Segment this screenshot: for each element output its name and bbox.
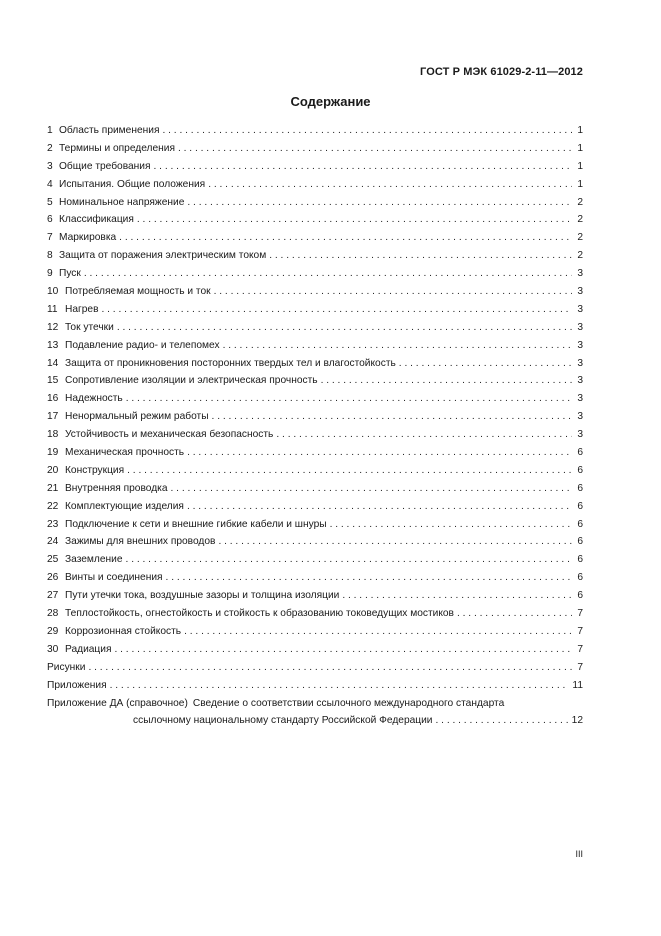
- toc-entry[interactable]: [47, 283, 583, 301]
- dot-leader: [126, 551, 572, 569]
- dot-leader: [88, 659, 572, 677]
- toc-entry-number: 30: [47, 643, 59, 655]
- toc-entry-page: 1: [577, 160, 583, 172]
- toc-entry-number: 24: [47, 536, 59, 548]
- dot-leader: [114, 641, 572, 659]
- toc-entry-title: Механическая прочность: [65, 447, 185, 459]
- toc-entry-number: 5: [47, 196, 53, 208]
- toc-entry-number: 27: [47, 590, 59, 602]
- dot-leader: [101, 301, 572, 319]
- dot-leader: [126, 390, 572, 408]
- toc-entry-page: 1: [577, 125, 583, 136]
- toc-entry-number: 11: [47, 303, 58, 315]
- toc-entry-title: Конструкция: [65, 464, 125, 476]
- dot-leader: [171, 480, 572, 498]
- toc-entry-page: 12: [571, 715, 583, 727]
- toc-entry-number: 21: [47, 482, 59, 494]
- toc-entry-title: Номинальное напряжение: [59, 196, 185, 208]
- toc-entry-number: 3: [47, 160, 53, 172]
- toc-entry[interactable]: [47, 337, 583, 355]
- toc-entry[interactable]: [47, 641, 583, 659]
- dot-leader: [457, 605, 572, 623]
- dot-leader: [166, 569, 572, 587]
- toc-entry[interactable]: [47, 176, 583, 194]
- toc-entry-page: 1: [577, 178, 583, 190]
- toc-entry[interactable]: [47, 480, 583, 498]
- toc-entry-title: Винты и соединения: [65, 572, 163, 584]
- dot-leader: [84, 265, 572, 283]
- table-of-contents: [47, 122, 583, 730]
- toc-annex-da-row2[interactable]: [47, 712, 583, 730]
- toc-entry-page: 6: [577, 536, 583, 548]
- toc-entry-number: 16: [47, 393, 59, 405]
- toc-entry[interactable]: [47, 319, 583, 337]
- toc-entry-number: 15: [47, 375, 59, 387]
- toc-entry-page: 3: [577, 339, 583, 351]
- toc-entry-title: Общие требования: [59, 160, 151, 172]
- toc-entry-number: 19: [47, 447, 59, 459]
- toc-entry[interactable]: [47, 444, 583, 462]
- toc-entry-page: 6: [577, 518, 583, 530]
- toc-entry-title: Нагрев: [65, 303, 99, 315]
- toc-entry-number: 26: [47, 572, 59, 584]
- toc-entry[interactable]: [47, 122, 583, 140]
- toc-annex-da-row[interactable]: [47, 695, 583, 713]
- toc-entry[interactable]: [47, 569, 583, 587]
- toc-entry-title: Маркировка: [59, 232, 117, 244]
- toc-entry-page: 6: [577, 554, 583, 566]
- toc-entry[interactable]: [47, 211, 583, 229]
- toc-entry-number: 20: [47, 464, 59, 476]
- toc-entry-title: Защита от проникновения посторонних твердых тел и влагостойкость: [65, 357, 396, 369]
- toc-entry[interactable]: [47, 498, 583, 516]
- toc-entry-page: 3: [577, 321, 583, 333]
- dot-leader: [184, 623, 572, 641]
- toc-entry[interactable]: [47, 229, 583, 247]
- toc-entry-number: 6: [47, 214, 53, 226]
- toc-entry-title: Рисунки: [47, 661, 86, 673]
- dot-leader: [187, 444, 572, 462]
- toc-entry-title: Подключение к сети и внешние гибкие кабели и шнуры: [65, 518, 327, 530]
- toc-entry-title: Приложения: [47, 679, 107, 691]
- dot-leader: [214, 283, 572, 301]
- toc-entry-number: 2: [47, 142, 53, 154]
- toc-entry[interactable]: [47, 140, 583, 158]
- dot-leader: [208, 176, 572, 194]
- toc-entry-page: 6: [577, 482, 583, 494]
- dot-leader: [178, 140, 572, 158]
- toc-entry-page: 1: [577, 142, 583, 154]
- toc-entry-title: Ненормальный режим работы: [65, 411, 209, 423]
- toc-entry-title: Устойчивость и механическая безопасность: [65, 429, 274, 441]
- toc-entry-page: 6: [577, 572, 583, 584]
- dot-leader: [119, 229, 572, 247]
- toc-entry[interactable]: [47, 372, 583, 390]
- annex-da-title-line2: ссылочному национальному стандарту Российской Федерации: [133, 715, 433, 727]
- dot-leader: [117, 319, 572, 337]
- toc-entry-title: Радиация: [65, 643, 112, 655]
- toc-entry-title: Надежность: [65, 393, 123, 405]
- toc-entry-number: 7: [47, 232, 53, 244]
- dot-leader: [330, 516, 572, 534]
- toc-entry-page: 2: [577, 196, 583, 208]
- document-code: ГОСТ Р МЭК 61029-2-11—2012: [420, 66, 583, 78]
- toc-entry[interactable]: [47, 301, 583, 319]
- toc-entry[interactable]: [47, 516, 583, 534]
- toc-entry-title: Подавление радио- и телепомех: [65, 339, 220, 351]
- toc-entry-title: Зажимы для внешних проводов: [65, 536, 216, 548]
- toc-entry-number: 22: [47, 500, 59, 512]
- toc-entry-title: Пути утечки тока, воздушные зазоры и толщина изоляции: [65, 590, 340, 602]
- toc-entry-title: Ток утечки: [65, 321, 114, 333]
- toc-entry[interactable]: [47, 587, 583, 605]
- toc-entry[interactable]: [47, 408, 583, 426]
- page-number: III: [575, 849, 583, 859]
- toc-entry[interactable]: [47, 247, 583, 265]
- toc-entry-page: 3: [577, 268, 583, 280]
- toc-entry-title: Комплектующие изделия: [65, 500, 184, 512]
- toc-entry-number: 4: [47, 178, 53, 190]
- toc-entry-page: 3: [577, 411, 583, 423]
- dot-leader: [212, 408, 572, 426]
- annex-da-title-line1: Сведение о соответствии ссылочного международного стандарта: [192, 697, 505, 709]
- toc-entry-title: Теплостойкость, огнестойкость и стойкость к образованию токоведущих мостиков: [65, 608, 454, 620]
- toc-entry-number: 12: [47, 321, 59, 333]
- dot-leader: [162, 122, 572, 140]
- toc-items: [47, 122, 583, 659]
- dot-leader: [187, 498, 572, 516]
- toc-entry[interactable]: [47, 462, 583, 480]
- dot-leader: [269, 247, 572, 265]
- toc-entry-number: 23: [47, 518, 59, 530]
- dot-leader: [399, 355, 572, 373]
- toc-entry-title: Пуск: [59, 268, 81, 280]
- toc-entry-page: 7: [577, 625, 583, 637]
- toc-figures-row[interactable]: [47, 659, 583, 677]
- toc-entry-page: 6: [577, 447, 583, 459]
- dot-leader: [218, 533, 572, 551]
- toc-entry[interactable]: [47, 265, 583, 283]
- toc-entry[interactable]: [47, 390, 583, 408]
- dot-leader: [276, 426, 572, 444]
- toc-entry[interactable]: [47, 551, 583, 569]
- dot-leader: [321, 372, 572, 390]
- toc-entry-number: 28: [47, 608, 59, 620]
- dot-leader: [154, 158, 572, 176]
- toc-entry-number: 13: [47, 339, 59, 351]
- toc-entry-title: Испытания. Общие положения: [59, 178, 206, 190]
- annex-da-label: Приложение ДА (справочное): [47, 697, 188, 709]
- toc-entry-page: 7: [577, 608, 583, 620]
- toc-entry-title: Внутренняя проводка: [65, 482, 168, 494]
- toc-entry-page: 2: [577, 250, 583, 262]
- toc-title: Содержание: [290, 94, 371, 109]
- toc-entry-title: Потребляемая мощность и ток: [65, 286, 211, 298]
- toc-entry-title: Коррозионная стойкость: [65, 625, 182, 637]
- toc-entry-title: Классификация: [59, 214, 134, 226]
- toc-entry-page: 3: [577, 286, 583, 298]
- toc-entry-page: 7: [577, 643, 583, 655]
- toc-entry-number: 25: [47, 554, 59, 566]
- toc-entry-number: 18: [47, 429, 59, 441]
- toc-entry-page: 2: [577, 214, 583, 226]
- toc-entry-number: 14: [47, 357, 59, 369]
- toc-entry[interactable]: [47, 355, 583, 373]
- toc-entry-page: 6: [577, 464, 583, 476]
- dot-leader: [110, 677, 570, 695]
- dot-leader: [223, 337, 572, 355]
- toc-entry-page: 7: [577, 661, 583, 673]
- toc-entry[interactable]: [47, 623, 583, 641]
- toc-entry-page: 3: [577, 375, 583, 387]
- toc-entry-page: 6: [577, 500, 583, 512]
- dot-leader: [127, 462, 572, 480]
- toc-entry-page: 11: [572, 679, 583, 691]
- toc-entry-page: 3: [577, 393, 583, 405]
- dot-leader: [137, 211, 572, 229]
- dot-leader: [342, 587, 572, 605]
- toc-entry-page: 2: [577, 232, 583, 244]
- dot-leader: [187, 194, 572, 212]
- toc-entry-page: 3: [577, 357, 583, 369]
- toc-entry-number: 8: [47, 250, 53, 262]
- toc-entry[interactable]: [47, 605, 583, 623]
- toc-entry[interactable]: [47, 194, 583, 212]
- dot-leader: [436, 712, 569, 730]
- toc-entry-page: 3: [577, 303, 583, 315]
- toc-entry-title: Заземление: [65, 554, 123, 566]
- toc-entry[interactable]: [47, 533, 583, 551]
- toc-entry-number: 10: [47, 286, 59, 298]
- toc-entry[interactable]: [47, 158, 583, 176]
- toc-annexes-row[interactable]: [47, 677, 583, 695]
- toc-entry-title: Область применения: [59, 125, 160, 136]
- toc-entry[interactable]: [47, 426, 583, 444]
- toc-entry-title: Защита от поражения электрическим током: [59, 250, 267, 262]
- toc-entry-page: 3: [577, 429, 583, 441]
- toc-entry-number: 17: [47, 411, 59, 423]
- toc-entry-number: 9: [47, 268, 53, 280]
- toc-entry-page: 6: [577, 590, 583, 602]
- toc-entry-title: Сопротивление изоляции и электрическая прочность: [65, 375, 318, 387]
- toc-entry-number: 29: [47, 625, 59, 637]
- toc-entry-number: 1: [47, 125, 53, 136]
- toc-entry-title: Термины и определения: [59, 142, 175, 154]
